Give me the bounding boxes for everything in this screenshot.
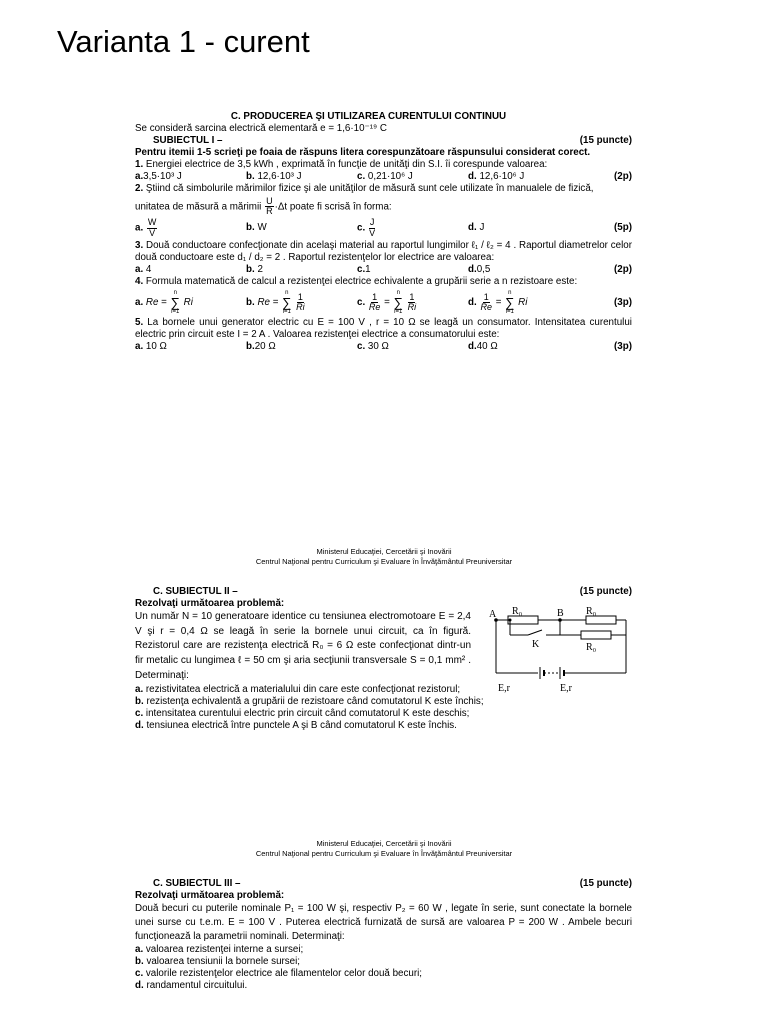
option-b — [246, 341, 357, 353]
option-letter: b. — [246, 297, 255, 309]
subject-2-text: Un număr N = 10 generatoare identice cu tensiunea electromotoare E = 2,4 V şi r = 0,4 Ω se leagă în serie la bornele unui circuit, ca în figură. Rezistorul care are rezistenţa electrică R₀ = 6 Ω este confecţionat dintr-un fir metalic cu lungimea ℓ = 50 cm şi aria secţiunii transversale S = 0,1 mm² . Determinaţi: — [135, 610, 471, 682]
option-b: b. Re = n ∑ i=1 $\frac{1}{Ri}$ — [246, 290, 305, 316]
fraction — [480, 293, 492, 313]
subject-3-points: (15 puncte) — [579, 878, 632, 889]
option-letter: a. — [135, 297, 144, 309]
formula-term: Ri — [183, 297, 193, 309]
numerator: 1 — [297, 291, 303, 302]
option-b — [246, 222, 357, 234]
denominator: Re — [368, 302, 381, 313]
sum-upper: n — [173, 290, 177, 297]
option-letter: d. — [468, 264, 477, 276]
option-value: 1 — [365, 264, 371, 276]
fraction — [147, 218, 158, 238]
task-d — [135, 980, 632, 992]
sum-upper: n — [396, 290, 400, 297]
task-text: intensitatea curentului electric prin circuit când comutatorul K este deschis; — [145, 707, 470, 719]
fraction — [296, 293, 305, 313]
formula-term: Re — [257, 297, 270, 309]
footer-center: Centrul Naţional pentru Curriculum şi Evaluare în Învăţământul Preuniversitar — [255, 556, 513, 566]
resistor-r0-2 — [586, 616, 616, 624]
task-letter: a. — [135, 683, 144, 695]
question-2-continuation — [135, 197, 632, 217]
option-letter: a. — [135, 340, 144, 352]
option-value: 3,5·10³ J — [143, 170, 182, 182]
task-letter: b. — [135, 956, 144, 968]
option-c: c. $\frac{1}{Re}$ = n ∑ i=1 $\frac{1}{Ri}$ — [357, 290, 417, 316]
denominator: V — [369, 227, 376, 238]
page-footer — [0, 547, 768, 567]
task-text: rezistivitatea electrică a materialului din care este confecţionat rezistorul; — [145, 683, 461, 695]
question-text: ·Δt poate fi scrisă în forma: — [274, 201, 392, 213]
question-4-options — [135, 290, 632, 315]
task-c — [135, 968, 632, 980]
denominator: Re — [480, 302, 492, 313]
question-4 — [135, 276, 632, 288]
task-b — [135, 696, 632, 708]
task-d — [135, 720, 632, 732]
footer-ministry: Ministerul Educaţiei, Cercetării şi Inovării — [316, 547, 452, 556]
question-text: unitatea de măsură a mărimii — [135, 201, 262, 213]
points: (2p) — [614, 170, 632, 182]
option-a — [135, 341, 246, 353]
task-b — [135, 956, 632, 968]
label-k: K — [532, 639, 540, 650]
resistor-r0-1 — [508, 616, 538, 624]
sum-lower: i=1 — [394, 309, 403, 316]
question-number: 2. — [135, 182, 144, 194]
sum-upper: n — [285, 290, 289, 297]
option-letter: b. — [246, 264, 255, 276]
denominator: V — [149, 227, 156, 238]
option-value: 0,5 — [476, 264, 491, 276]
numerator: 1 — [483, 291, 489, 302]
option-letter: b. — [246, 170, 255, 182]
option-value: 20 Ω — [254, 340, 276, 352]
option-value: J — [479, 222, 485, 234]
denominator: Ri — [407, 302, 417, 313]
fraction — [369, 218, 376, 238]
formula-term: Re — [145, 297, 159, 309]
points: (2p) — [614, 264, 632, 276]
option-a — [135, 264, 246, 276]
option-a — [135, 171, 246, 183]
section-heading: C. PRODUCEREA ŞI UTILIZAREA CURENTULUI CONTINUU — [230, 111, 507, 122]
subject-2-header — [135, 586, 632, 598]
option-letter: d. — [468, 170, 477, 182]
option-letter: d. — [468, 297, 477, 309]
footer-center: Centrul Naţional pentru Curriculum şi Evaluare în Învăţământul Preuniversitar — [255, 848, 513, 858]
option-letter: a. — [135, 222, 144, 234]
sum-symbol: n ∑ i=1 — [170, 290, 180, 316]
subject-3-label: C. SUBIECTUL III – — [153, 878, 241, 889]
question-number: 3. — [135, 240, 144, 252]
task-letter: d. — [135, 980, 144, 992]
page-footer — [0, 839, 768, 859]
question-5-options — [135, 341, 632, 353]
task-text: valoarea tensiunii la bornele sursei; — [146, 956, 301, 968]
points: (5p) — [614, 222, 632, 234]
subject-3-block — [135, 878, 632, 992]
option-c — [357, 341, 468, 353]
question-text: Formula matematică de calcul a rezistenţei electrice echivalente a grupării serie a n rezistoare este: — [145, 276, 578, 288]
question-1 — [135, 159, 632, 171]
label-a: A — [489, 609, 497, 620]
option-b — [246, 264, 357, 276]
option-value: 30 Ω — [367, 340, 389, 352]
resistor-r0-3 — [581, 631, 611, 639]
numerator: W — [147, 217, 157, 228]
option-letter: b. — [246, 222, 255, 234]
option-a: a. Re = n ∑ i=1 Ri — [135, 290, 193, 316]
fraction — [408, 293, 417, 313]
option-d: d. $\frac{1}{Re}$ = n ∑ i=1 Ri — [468, 290, 528, 316]
denominator: R — [266, 206, 273, 216]
option-letter: d. — [468, 222, 477, 234]
sum-lower: i=1 — [282, 309, 291, 316]
option-c — [357, 264, 468, 276]
task-letter: c. — [135, 707, 144, 719]
task-a — [135, 944, 632, 956]
circuit-diagram — [486, 605, 632, 695]
label-r0: R₀ — [512, 606, 523, 617]
numerator: 1 — [372, 291, 378, 302]
task-text: rezistenţa echivalentă a grupării de rezistoare când comutatorul K este închis; — [146, 695, 484, 707]
question-number: 1. — [135, 158, 144, 170]
points: (3p) — [614, 296, 632, 308]
switch-k — [528, 630, 542, 635]
formula-term: Ri — [518, 297, 528, 309]
option-letter: c. — [357, 340, 366, 352]
option-letter: d. — [468, 340, 477, 352]
footer-ministry: Ministerul Educaţiei, Cercetării şi Inovării — [316, 839, 452, 848]
option-value: 10 Ω — [145, 340, 167, 352]
task-text: tensiunea electrică între punctele A şi B când comutatorul K este închis. — [146, 719, 457, 731]
points: (3p) — [614, 340, 632, 352]
option-d — [468, 171, 579, 183]
numerator: 1 — [409, 291, 415, 302]
option-b — [246, 171, 357, 183]
subject-1-header — [135, 135, 632, 147]
task-letter: c. — [135, 968, 144, 980]
numerator: J — [369, 217, 375, 228]
subject-2-label: C. SUBIECTUL II – — [153, 586, 238, 597]
task-text: valoarea rezistenţei interne a sursei; — [145, 944, 304, 956]
sum-symbol: n ∑ i=1 — [505, 290, 515, 316]
sum-symbol: n ∑ i=1 — [282, 290, 292, 316]
question-1-options — [135, 171, 632, 183]
numerator: U — [266, 195, 273, 206]
option-value: 12,6·10³ J — [257, 170, 302, 182]
option-value: 0,21·10⁶ J — [367, 170, 413, 182]
intro-text: Se consideră sarcina electrică elementară e = 1,6·10⁻¹⁹ C — [135, 122, 387, 134]
subject-2-points: (15 puncte) — [579, 586, 632, 597]
solve-instruction: Rezolvaţi următoarea problemă: — [135, 597, 285, 609]
option-value: W — [257, 222, 267, 234]
task-letter: a. — [135, 944, 144, 956]
option-value: 40 Ω — [476, 340, 498, 352]
node — [509, 619, 512, 622]
question-5 — [135, 317, 632, 341]
instruction-text: Pentru itemii 1-5 scrieţi pe foaia de răspuns litera corespunzătoare răspunsului considerat corect. — [135, 146, 591, 158]
option-letter: b. — [246, 340, 255, 352]
question-text: Energiei electrice de 3,5 kWh , exprimată în funcţie de unităţi din S.I. îi corespunde valoarea: — [145, 158, 548, 170]
option-letter: c. — [357, 170, 366, 182]
subject-1-points: (15 puncte) — [579, 134, 632, 146]
task-letter: d. — [135, 719, 144, 731]
label-r0: R₀ — [586, 642, 597, 653]
option-c — [357, 171, 468, 183]
option-d — [468, 264, 579, 276]
task-c — [135, 708, 632, 720]
subject-1-block — [135, 111, 632, 353]
option-c — [357, 218, 468, 238]
subject-3-header — [135, 878, 632, 890]
label-er: E,r — [498, 683, 510, 694]
label-b: B — [557, 608, 564, 619]
option-d — [468, 222, 579, 234]
sum-upper: n — [508, 290, 512, 297]
fraction-u-over-r — [265, 197, 274, 217]
option-letter: c. — [357, 264, 366, 276]
solve-instruction: Rezolvaţi următoarea problemă: — [135, 889, 285, 901]
option-value: 4 — [145, 264, 152, 276]
question-text: Ştiind că simbolurile mărimilor fizice şi ale unităţilor de măsură sunt cele utilizate în manualele de fizică, — [145, 182, 594, 194]
option-value: 2 — [257, 264, 263, 276]
denominator: Ri — [296, 302, 305, 313]
question-2 — [135, 183, 632, 195]
question-3-options — [135, 264, 632, 276]
task-text: randamentul circuitului. — [146, 980, 248, 992]
option-letter: a. — [135, 264, 144, 276]
fraction — [369, 293, 381, 313]
sum-lower: i=1 — [505, 309, 514, 316]
question-number: 5. — [135, 317, 144, 329]
question-2-options — [135, 218, 632, 238]
option-letter: c. — [357, 222, 366, 234]
task-letter: b. — [135, 695, 144, 707]
question-3 — [135, 240, 632, 264]
sum-symbol: n ∑ i=1 — [393, 290, 403, 316]
option-letter: a. — [135, 170, 144, 182]
label-er: E,r — [560, 683, 572, 694]
subject-3-text: Două becuri cu puterile nominale P₁ = 100 W şi, respectiv P₂ = 60 W , legate în serie, sunt conectate la bornele unei surse cu t.e.m. E = 100 V . Puterea electrică furnizată de sursă are valoarea P = 200 W . Ambele becuri funcţionează la parametrii nominali. Determinaţi: — [135, 902, 632, 943]
option-a — [135, 218, 246, 238]
page-title: Varianta 1 - curent — [57, 24, 310, 59]
option-d — [468, 341, 579, 353]
subject-1-label: SUBIECTUL I – — [153, 134, 223, 146]
question-number: 4. — [135, 276, 144, 288]
label-r0: R₀ — [586, 606, 597, 617]
question-text: La bornele unui generator electric cu E = 100 V , r = 10 Ω se leagă un consumator. Intensitatea curentului electric prin circuit este I = 2 A . Valoarea rezistenţei electrice a consumatorului este: — [135, 317, 632, 340]
task-text: valorile rezistenţelor electrice ale filamentelor celor două becuri; — [145, 968, 422, 980]
sum-lower: i=1 — [171, 309, 180, 316]
option-value: 12,6·10⁶ J — [479, 170, 525, 182]
option-letter: c. — [357, 297, 366, 309]
question-text: Două conductoare confecţionate din acelaşi material au raportul lungimilor ℓ₁ / ℓ₂ = 4 . Raportul diametrelor celor două conductoare este d₁ / d₂ = 2 . Raportul rezistenţelor lor electrice are valoarea: — [135, 240, 632, 264]
